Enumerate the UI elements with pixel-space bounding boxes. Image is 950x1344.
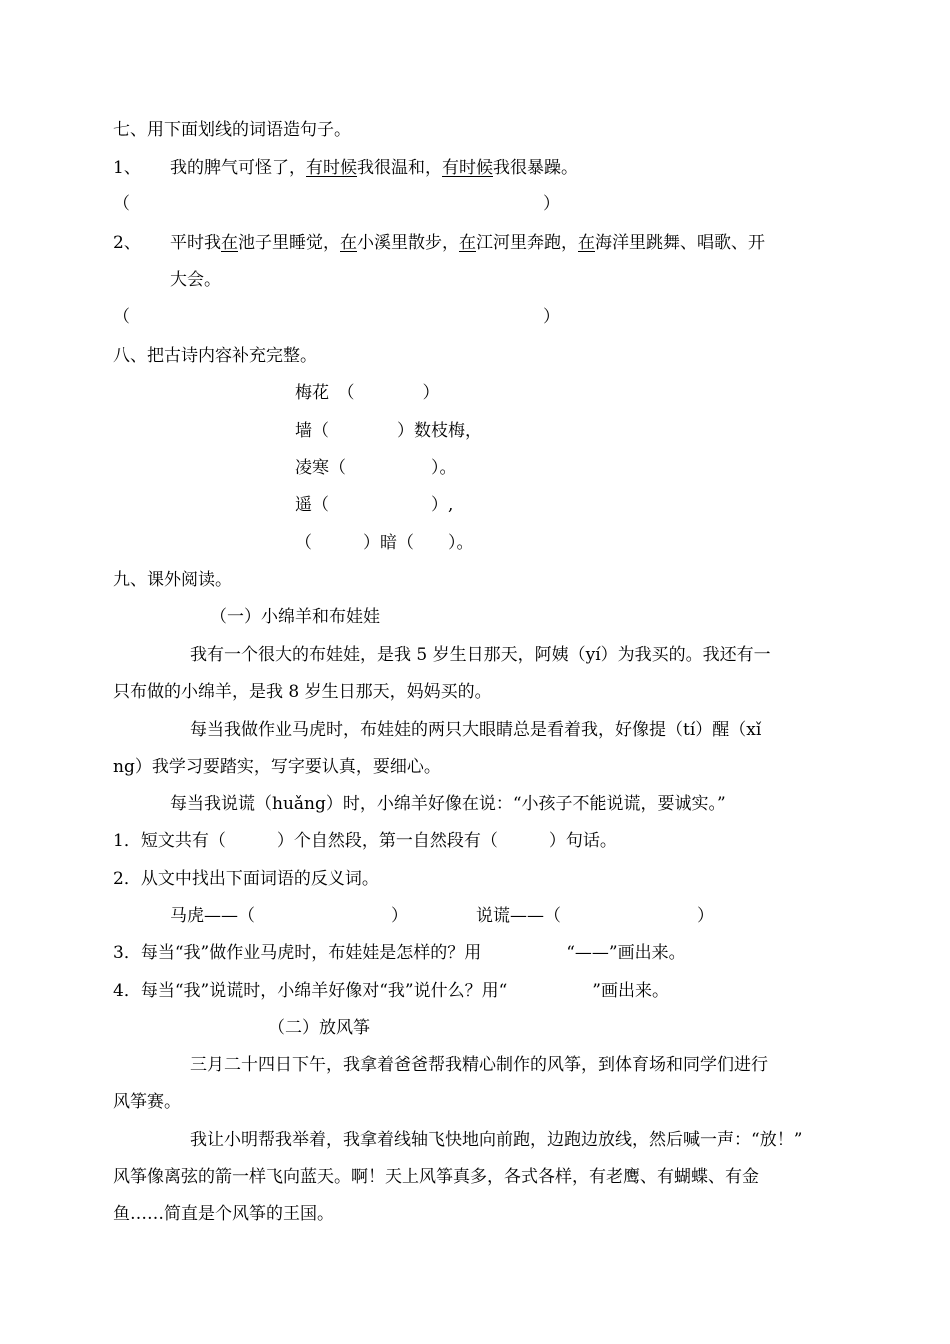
- passage2-text: 三月二十四日下午，我拿着爸爸帮我精心制作的风筝，到体育场和同学们进行: [190, 1055, 768, 1075]
- reading-question-1: 1．短文共有（ ）个自然段，第一自然段有（ ）句话。: [113, 831, 617, 851]
- question-7-1-sentence: 我的脾气可怪了，有时候我很温和，有时候我很暴躁。: [170, 158, 578, 178]
- section8-title: 八、把古诗内容补充完整。: [113, 346, 317, 366]
- question-7-2-number: 2、: [113, 233, 141, 253]
- passage1-text: 我有一个很大的布娃娃，是我 5 岁生日那天，阿姨（yí）为我买的。我还有一: [190, 645, 771, 665]
- passage2-text: 鱼……简直是个风筝的王国。: [113, 1204, 334, 1224]
- antonym-blank-b: 说谎——（ ）: [476, 906, 714, 926]
- passage1-text: 只布做的小绵羊，是我 8 岁生日那天，妈妈买的。: [113, 682, 492, 702]
- poem-line: 墙（ ）数枝梅，: [295, 421, 482, 441]
- passage1-text: ng）我学习要踏实，写字要认真，要细心。: [113, 757, 441, 777]
- answer-paren-close: ）: [543, 194, 560, 214]
- poem-line: 凌寒（ ）。: [295, 458, 457, 478]
- passage2-text: 风筝赛。: [113, 1092, 181, 1112]
- poem-line: （ ）暗（ ）。: [295, 533, 474, 553]
- underlined-word: 在: [340, 233, 357, 253]
- answer-paren-open: （: [113, 307, 130, 327]
- underlined-word: 在: [578, 233, 595, 253]
- section7-title: 七、用下面划线的词语造句子。: [113, 120, 351, 140]
- reading-question-3: 3．每当“我”做作业马虎时，布娃娃是怎样的？用 “——”画出来。: [113, 943, 686, 963]
- passage2-text: 我让小明帮我举着，我拿着线轴飞快地向前跑，边跑边放线，然后喊一声：“放！”: [190, 1130, 803, 1150]
- antonym-blank-a: 马虎——（ ）: [170, 906, 408, 926]
- passage1-title: （一）小绵羊和布娃娃: [210, 607, 380, 627]
- answer-paren-open: （: [113, 194, 130, 214]
- passage1-text: 每当我说谎（huǎng）时，小绵羊好像在说：“小孩子不能说谎，要诚实。”: [170, 794, 726, 814]
- underlined-word: 在: [459, 233, 476, 253]
- question-7-2-line2: 大会。: [170, 270, 221, 290]
- passage2-title: （二）放风筝: [268, 1018, 370, 1038]
- poem-line: 梅花 （ ）: [295, 383, 440, 403]
- underlined-word: 有时候: [442, 158, 493, 178]
- answer-paren-close: ）: [543, 307, 560, 327]
- passage2-text: 风筝像离弦的箭一样飞向蓝天。啊！天上风筝真多，各式各样，有老鹰、有蝴蝶、有金: [113, 1167, 759, 1187]
- section9-title: 九、课外阅读。: [113, 570, 232, 590]
- underlined-word: 在: [221, 233, 238, 253]
- poem-line: 遥（ ）,: [295, 495, 454, 515]
- question-7-1-number: 1、: [113, 158, 141, 178]
- underlined-word: 有时候: [306, 158, 357, 178]
- reading-question-2: 2．从文中找出下面词语的反义词。: [113, 869, 379, 889]
- passage1-text: 每当我做作业马虎时，布娃娃的两只大眼睛总是看着我，好像提（tí）醒（xǐ: [190, 720, 762, 740]
- reading-question-4: 4．每当“我”说谎时，小绵羊好像对“我”说什么？用“ ”画出来。: [113, 981, 669, 1001]
- question-7-2-sentence: 平时我在池子里睡觉，在小溪里散步，在江河里奔跑，在海洋里跳舞、唱歌、开: [170, 233, 765, 253]
